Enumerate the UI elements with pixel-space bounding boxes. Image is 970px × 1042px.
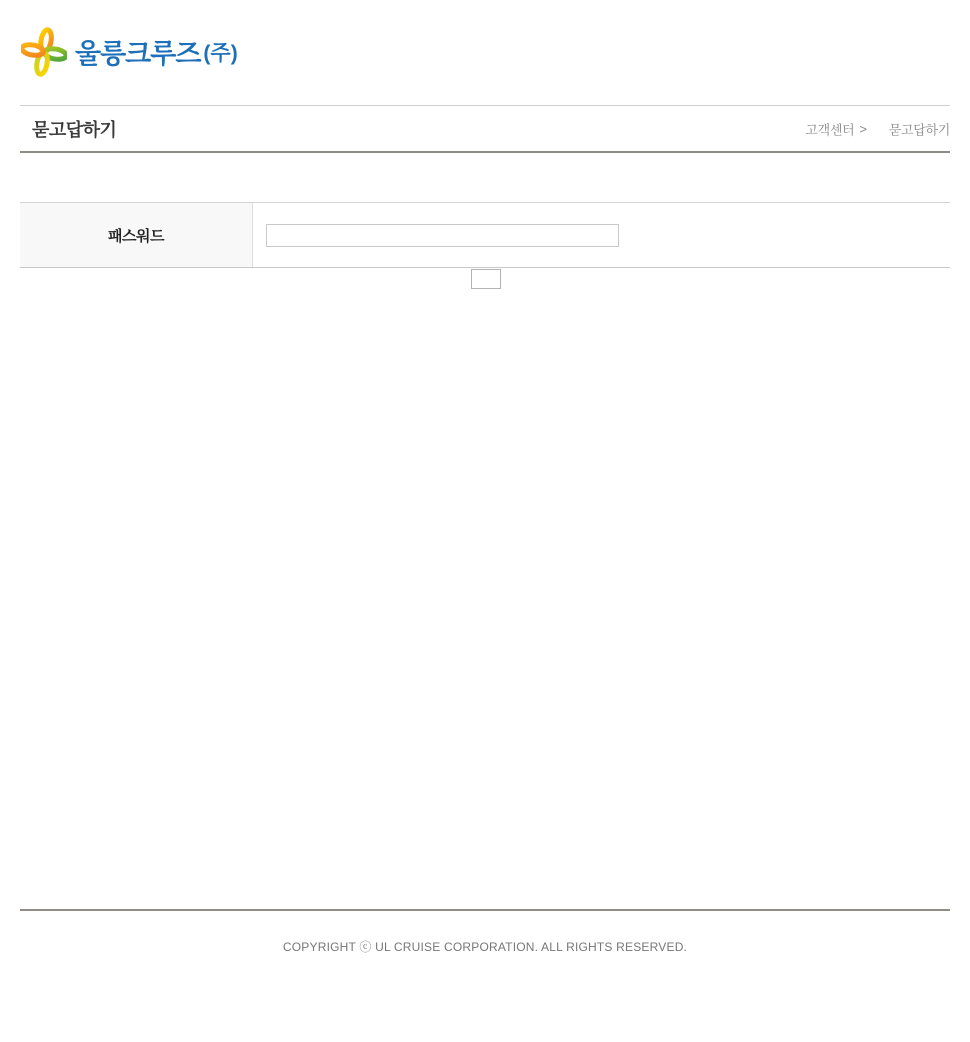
header <box>20 0 950 106</box>
logo-company-name: 울릉크루즈 <box>75 39 201 69</box>
page-title: 묻고답하기 <box>32 120 117 140</box>
password-cell <box>253 203 950 267</box>
breadcrumb <box>805 120 950 139</box>
breadcrumb-item-qna[interactable]: 묻고답하기 <box>888 122 950 138</box>
breadcrumb-separator: > <box>859 121 867 137</box>
submit-button[interactable] <box>471 269 501 289</box>
title-bar <box>20 107 950 153</box>
logo[interactable] <box>21 26 238 77</box>
copyright-text: COPYRIGHT ⓒ UL CRUISE CORPORATION. ALL RIGHTS RESERVED. <box>282 940 688 954</box>
logo-text <box>75 32 238 71</box>
password-input[interactable] <box>266 224 619 247</box>
logo-company-suffix: (주) <box>203 41 238 65</box>
password-form-table <box>20 202 950 268</box>
footer <box>20 909 950 956</box>
breadcrumb-item-customer-center[interactable]: 고객센터 <box>805 122 855 138</box>
password-label: 패스워드 <box>20 203 253 267</box>
pinwheel-flower-icon <box>21 26 67 77</box>
